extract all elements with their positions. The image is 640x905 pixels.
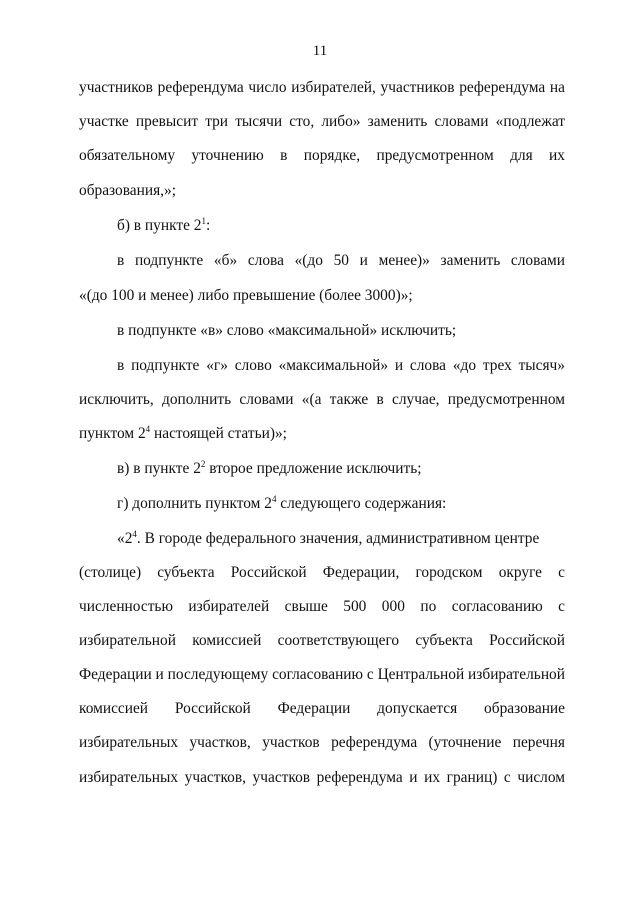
- text-line-3: обязательному уточнению в порядке, предусмотренном для их: [79, 147, 565, 164]
- text-line-8: в подпункте «в» слово «максимальной» исключить;: [117, 322, 457, 339]
- text-line-16: численностью избирателей свыше 500 000 по согласованию с: [79, 598, 565, 615]
- text-line-18: Федерации и последующему согласованию с Центральной избирательной: [79, 666, 565, 683]
- text-line-6: в подпункте «б» слова «(до 50 и менее)» заменить словами: [117, 252, 565, 269]
- text-line-17: избирательной комиссией соответствующего субъекта Российской: [79, 632, 565, 649]
- text-line-13-sup: 4: [271, 493, 277, 504]
- text-line-5-sup: 1: [201, 215, 206, 226]
- text-line-14: [117, 528, 565, 550]
- text-line-11-b: настоящей статьи)»;: [150, 425, 287, 442]
- text-line-12-sup: 2: [200, 458, 206, 469]
- text-line-20: избирательных участков, участков референдума (уточнение перечня: [79, 734, 565, 751]
- text-line-14-b: . В городе федерального значения, административном центре: [136, 530, 540, 547]
- text-line-5-a: б) в пункте 2: [117, 217, 202, 234]
- text-line-13: [117, 493, 565, 515]
- text-line-7: «(до 100 и менее) либо превышение (более 3000)»;: [79, 287, 413, 304]
- text-line-13-a: г) дополнить пунктом 2: [117, 495, 272, 512]
- text-line-12-b: второе предложение исключить;: [205, 460, 422, 477]
- text-line-12-a: в) в пункте 2: [117, 460, 201, 477]
- text-line-13-b: следующего содержания:: [276, 495, 447, 512]
- text-line-4: образования,»;: [79, 182, 177, 199]
- text-line-14-sup: 4: [132, 528, 137, 539]
- text-line-10: исключить, дополнить словами «(а также в случае, предусмотренном: [79, 391, 565, 408]
- text-line-11: [79, 423, 565, 445]
- page-number: 11: [312, 43, 328, 59]
- text-line-9: в подпункте «г» слово «максимальной» и слова «до трех тысяч»: [117, 357, 565, 374]
- text-line-21: избирательных участков, участков референдума и их границ) с числом: [79, 769, 565, 786]
- text-line-19: комиссией Российской Федерации допускается образование: [79, 700, 565, 717]
- text-line-5: [117, 215, 565, 237]
- text-line-11-a: пунктом 2: [79, 425, 146, 442]
- text-line-2: участке превысит три тысячи сто, либо» заменить словами «подлежат: [79, 113, 565, 130]
- text-line-5-b: :: [205, 217, 211, 234]
- text-line-12: [117, 458, 565, 480]
- text-line-1: участников референдума число избирателей, участников референдума на: [79, 79, 565, 96]
- text-line-15: (столице) субъекта Российской Федерации, городском округе с: [79, 564, 565, 581]
- text-line-14-a: «2: [117, 530, 133, 547]
- text-line-11-sup: 4: [145, 423, 151, 434]
